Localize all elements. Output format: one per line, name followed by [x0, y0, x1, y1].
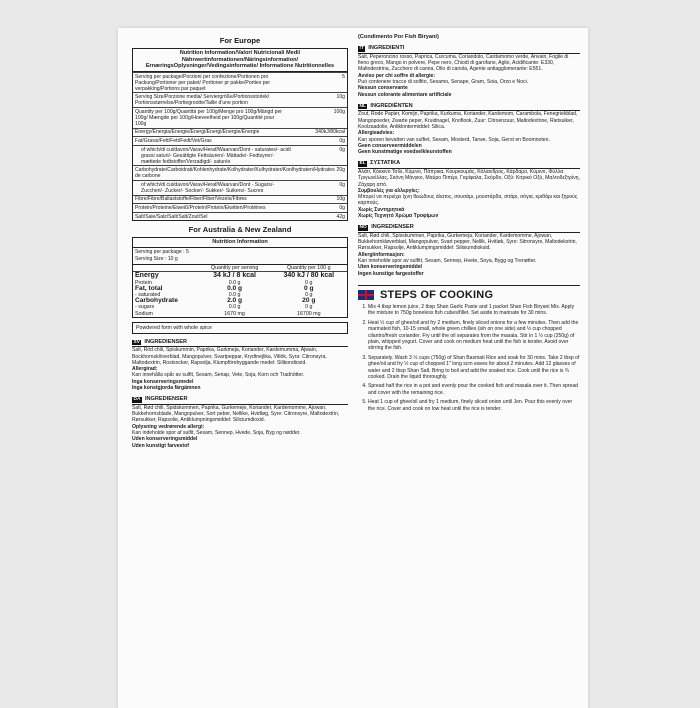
- it-body: Salt, Peperoncino rosso, Paprica, Curcuma, Coriandolo, Cardamomo verde, Anvain, Foglie di fieno greco, Mango in polvere, Pepe nero, Chiodi di garofano, Aglio, Acidificante: E330, Maltodestrina, Zucchero di canna, Olio di canola, Agente antiagglomerante: E551.: [358, 53, 569, 73]
- au-cell-label: Fat, total: [135, 284, 163, 292]
- au-cell-label: - saturated: [135, 291, 161, 298]
- eu-row-label: Serving Size/Porzione media/ Serviergröße/Portionsstorlek/ Portionsstørrelse/Portiegrootte/Taille d'une portion: [135, 94, 270, 107]
- steps-header: [358, 285, 580, 301]
- nl-allergy: Kan sporen bevatten van sulfiet, Sesam, Mosterd, Tarwe, Soja, Gerst en Boomnoten.: [358, 136, 550, 143]
- au-cell-value: 2.0 g: [227, 297, 243, 305]
- au-cell-value: 0 g: [305, 279, 313, 286]
- eu-row-label: Fat/Grassi/Fett/Fett/Fedt/Vet/Gras: [135, 137, 212, 144]
- sv-tag: SV: [133, 339, 140, 345]
- condiment-label: (Condimento Por Fish Biryani): [358, 34, 439, 40]
- au-table: [133, 265, 347, 317]
- sv-body: Salt, Röd chili, Spiskummin, Paprika, Gurkmeja, Koriander, Kardemumma, Ajwain, Bockhornsklöverblad, Mangopulver, Svartpeppar, Krydtnejlika, Vitlök, Syra: Citronsyra, Maltodextrin, Rostsocker, Rapsolja, Klumpförebyggande medel: Silikondioxid.: [132, 347, 327, 366]
- eu-row-value: 0g: [339, 137, 345, 144]
- sv-allergy-heading: Allergirad:: [132, 366, 158, 373]
- el-tag: EL: [359, 161, 366, 167]
- eu-row-value: 20g: [336, 167, 345, 174]
- au-row: [133, 311, 347, 317]
- nl-line2: Geen kunstmatige voedselkleurstoffen: [358, 149, 452, 156]
- sv-allergy: Kan innehålla spår av sulfit, Sesam, Senap, Vete, Soja, Korn och Tradnötter.: [132, 372, 305, 379]
- product-label: [118, 28, 588, 708]
- au-cell-value: 0.0 g: [228, 291, 241, 298]
- au-cell-label: Energy: [135, 271, 159, 279]
- eu-row: [133, 165, 347, 180]
- au-cell-value: 0 g: [304, 284, 314, 292]
- au-cell-value: 0 g: [305, 291, 313, 298]
- no-tag: NO: [359, 225, 367, 231]
- it-line1: Nessun conservante: [358, 85, 408, 92]
- el-allergy: Μπορεί να περιέχει ίχνη θειώδους άλατος, σουσάμι, μουστάρδα, σιτάρι, σόγια, κριθάρι και ξηρούς καρπούς.: [358, 194, 578, 207]
- eu-row-label: Serving per package/Porzioni per confezione/Portionen pro Packung/Portioner per paket/ Portioner pr pakke/Porties per verpakking/Portions par paquet: [135, 73, 271, 92]
- nl-allergy-heading: Allergieadvies:: [358, 130, 395, 137]
- eu-row-label: Carbohydrate/Carboidrati/Kohlenhydrate/Kolhydrater/Kulhydrater/Koolhydraten/Hydrates de carbone: [135, 167, 335, 180]
- eu-row: [133, 195, 347, 204]
- da-line2: Uden kunstigt farvestof: [132, 442, 189, 449]
- nl-body: Zout, Rode Papier, Komijn, Paprika, Kurkuma, Koriander, Kardemom, Carambola, Fenegriekblad, Mangopoeder, Zwarte peper, Kruidnagel, Knoflook, Zuur: Citroenzuur, Maltodextrine, Rietsuiker, Koolzaadolie, Antiklontermiddel: Silica.: [358, 111, 578, 130]
- eu-row: [133, 107, 347, 128]
- eu-row-label: Protein/Proteine/Eiweiß/Protein/Protein/Eiwitten/Protéines: [135, 204, 266, 211]
- eu-row-label: Quantity per 100g/Quantità per 100g/Menge pro 100g/Mängd per 100g/ Mængde per 100g/Hoeveelheid per 100g/Quantité pour 100g: [135, 108, 282, 127]
- eu-row-label: Energy/Energia/Energie/Energi/Energi/Energie/Énergie: [135, 129, 260, 136]
- powder-note: Powdered form with whole spice: [132, 322, 348, 334]
- au-head-2: Quantity per 100 g: [286, 264, 331, 271]
- au-cell-value: 20 g: [302, 297, 316, 305]
- au-cell-value: 0.0 g: [228, 279, 241, 286]
- it-line2: Nessun colorante alimentare artificiale: [358, 91, 452, 98]
- au-head-0: [133, 265, 199, 272]
- nl-heading: INGREDIËNTEN: [370, 102, 413, 109]
- da-section: [132, 396, 348, 449]
- eu-row-value: 0g: [339, 204, 345, 211]
- cooking-step: 4. Spread half the rice in a pot and evenly pour the cooked fish and masala over it. Then spread and cover with the remaining rice.: [368, 383, 580, 396]
- cooking-step: 3. Separately. Wash 3 ½ cups (750g) of Shan Basmati Rice and soak for 30 mins. Take 2 tbsp of ghee/oil and fry ½ cup of chopped 1" long scm eaves for about 2 minutes. Add 12 glasses of water and 2 tbsp Shan Salt. Bring to boil and add the soaked rice. Cook until the rice is ¾ cooked. Drain the liquid thoroughly.: [368, 355, 580, 381]
- el-section: [358, 160, 580, 219]
- eu-row-value: 0g: [339, 146, 345, 153]
- eu-row-label: of which/di cui/davon/Varav/Heraf/Waarvan/Dont - Sugars/- Zuccheri/- Zucker/- Socker/- Sukker/- Suikers/- Sucres: [141, 181, 275, 194]
- no-allergy-heading: Allergiinformasjon:: [358, 251, 405, 258]
- uk-flag-icon: [358, 290, 374, 300]
- eu-row-value: 10g: [336, 196, 345, 203]
- no-section: [358, 224, 580, 277]
- au-cell-value: 16700 mg: [296, 310, 321, 317]
- it-heading: INGREDIENTI: [368, 45, 405, 52]
- au-head-1: Quantity per serving: [210, 264, 259, 271]
- eu-row-value: 5: [342, 73, 345, 80]
- au-serving-size: Serving Size : 10 g: [133, 256, 347, 264]
- cooking-step: 1. Mix 4 tbsp lemon juice, 2 tbsp Shan Garlic Paste and 1 packet Shan Fish Biryani Mix. Apply the mixture to 750g boneless fish cubes/fillet. Set aside to marinate for 30 mins.: [368, 304, 580, 317]
- cooking-step: 5. Heat 1 cup of ghee/oil and fry 1 medium, finely sliced onion until Jen. Pour this evenly over the rice. Cover and cook on low heat until the rice is tender.: [368, 399, 580, 412]
- eu-title: For Europe: [219, 36, 261, 45]
- no-line1: Uten konserveringsmiddel: [358, 264, 422, 271]
- it-allergy: Può contenere tracce di solfito, Sesamo, Senape, Gram, Soia, Orzo e Noci.: [358, 78, 529, 85]
- eu-rows: [133, 72, 347, 221]
- au-cell-label: - sugars: [135, 304, 155, 311]
- it-allergy-heading: Avviso per chi soffre di allergie:: [358, 72, 436, 79]
- nl-line1: Geen conserveermiddelen: [358, 142, 422, 149]
- no-allergy: Kan inneholde spor av sulfitt, Sesam, Sennep, Hvete, Soya, Bygg og Trenøtter.: [358, 258, 537, 265]
- eu-row-value: 10g: [336, 94, 345, 101]
- el-line2: Χωρίς Τεχνητό Χρώμα Τροφίμων: [358, 213, 439, 220]
- au-table-title: Nutrition Information: [133, 238, 347, 248]
- da-line1: Uden konserveringsmiddel: [132, 436, 198, 443]
- eu-row-value: 42g: [336, 213, 345, 220]
- no-heading: INGREDIENSER: [371, 224, 414, 231]
- eu-table-title: Nutrition Information/Valori Nutricionali Medi/ Nährwertinformationen/Näringsinformation/ ErnæringsOplysninger/Vedingsinformatie/ Informatione Nutritionnelles: [133, 49, 347, 72]
- steps-list: [358, 304, 580, 412]
- el-line1: Χωρίς Συντηρητικά: [358, 206, 405, 213]
- eu-row-value: 100g: [333, 108, 345, 115]
- sv-section: [132, 339, 348, 392]
- eu-row: [133, 136, 347, 145]
- sv-line2: Inga konstgjorda färgämnen: [132, 385, 201, 391]
- steps-title: STEPS OF COOKING: [380, 288, 494, 301]
- au-cell-value: 0.0 g: [228, 304, 241, 311]
- it-section: [358, 45, 580, 98]
- au-cell-value: 0 g: [305, 304, 313, 311]
- au-cell-value: 0.0 g: [227, 284, 243, 292]
- no-body: Salt, Rød chili, Spisskummen, Paprika, Gurkemeja, Koriander, Kardemomme, Ajowan, Bukkehornkløverblad, Mangopulver, Svart pepper, Nellik, Hvitløk, Syre: Sitronsyre, Maltodekstrin, Rørsukker, Rapsolje, Antiklumpingsmiddel: Silisiumdioksid.: [358, 232, 577, 252]
- eu-row-label: Salt/Sale/Salz/Salt/Salt/Zout/Sel: [135, 213, 208, 220]
- eu-row: [133, 203, 347, 212]
- eu-row-value: 340kJ/80kcal: [315, 129, 345, 136]
- eu-row: [133, 180, 347, 195]
- eu-row: [133, 72, 347, 93]
- eu-row-label: Fibre/Fibre/Ballaststoffe/Fiber/Fiber/Vezels/Fibres: [135, 196, 247, 203]
- au-cell-label: Sodium: [135, 310, 153, 317]
- au-nutrition-table: [132, 237, 348, 317]
- au-cell-value: 1670 mg: [224, 310, 245, 317]
- right-column: [358, 34, 580, 415]
- el-body: Αλάτι, Κόκκινο Τσίλι, Κύμινο, Πάπρικα, Κουρκουμάς, Κόλιανδρος, Κάρδαμο, Κύμινο, Φύλλα Τριγωνέλλας, Σκόνη Μάνγκο, Μαύρο Πιπέρι, Γαρίφαλα, Σκόρδο, Οξύ: Κιτρικό Οξύ, Μαλτοδεξτρίνη, Ζάχαρη από.: [358, 168, 580, 188]
- nl-section: [358, 103, 580, 156]
- au-row: [133, 271, 347, 279]
- left-column: [132, 34, 348, 449]
- cooking-step: 2. Heat ½ cup of ghee/oil and fry 2 medium, finely sliced onions for a few minutes. Then add the marinated fish, 10-15 small, whole green chillies (ish on one side) and ½ cup chopped cilantro/fresh coriander. Fry until the oil separates from the masala. Stir in 1 ½ cup (250g) of plain, whipped yogurt. Cover and cook on medium heat until the fish is tender. Avoid over stirring the fish.: [368, 320, 580, 352]
- da-allergy-heading: Oplysning vedrørende allergi:: [132, 423, 205, 430]
- da-body: Salt, Rød chili, Spidskommen, Paprika, Gurkemeje, Koriander, Kardemomme, Ajowan, Bukkehornsblade, Mangopulver, Sort peber, Nellike, Hvidløg, Syre: Citronsyre, Maltodextrin, Rørsukker, Rapsolie, Antiklumpningsmiddel: Siliciumdioxid.: [132, 404, 340, 424]
- au-serving-package: Serving per package : 5: [135, 248, 189, 255]
- eu-row: [133, 92, 347, 107]
- au-cell-value: 34 kJ / 8 kcal: [213, 271, 256, 279]
- no-line2: Ingen kunstige fargestoffer: [358, 270, 424, 277]
- eu-row: [133, 128, 347, 137]
- sv-line1: Inga konserveringsmedel: [132, 378, 194, 385]
- eu-nutrition-table: [132, 48, 348, 221]
- nl-tag: NL: [359, 103, 366, 109]
- au-title: For Australia & New Zealand: [188, 225, 292, 235]
- da-tag: DA: [133, 397, 141, 403]
- el-allergy-heading: Συμβουλές για αλλεργίες:: [358, 187, 420, 194]
- da-allergy: Kan indeholde spor af sulfit, Sesam, Sennep, Hvede, Soja, Byg og nødder.: [132, 429, 301, 436]
- eu-row: [133, 145, 347, 166]
- it-tag: IT: [359, 46, 364, 52]
- sv-heading: INGREDIENSER: [144, 338, 187, 345]
- eu-row-value: 0g: [339, 181, 345, 188]
- au-cell-label: Carbohydrate: [135, 297, 178, 305]
- da-heading: INGREDIENSER: [144, 396, 188, 403]
- eu-row: [133, 212, 347, 221]
- au-cell-label: Protein: [135, 279, 152, 286]
- el-heading: ΣΥΣΤΑΤΙΚΑ: [370, 160, 401, 167]
- au-cell-value: 340 kJ / 80 kcal: [283, 271, 335, 279]
- eu-row-label: of which/di cui/davon/Varav/Heraf/Waarvan/Dont - saturates/- acidi grassi saturi/- Gesättigte Fettsäuren/- Mättade/- Fedtsyrer/- mættede fedtstoffer/Verzadigd/- saturés: [141, 146, 291, 165]
